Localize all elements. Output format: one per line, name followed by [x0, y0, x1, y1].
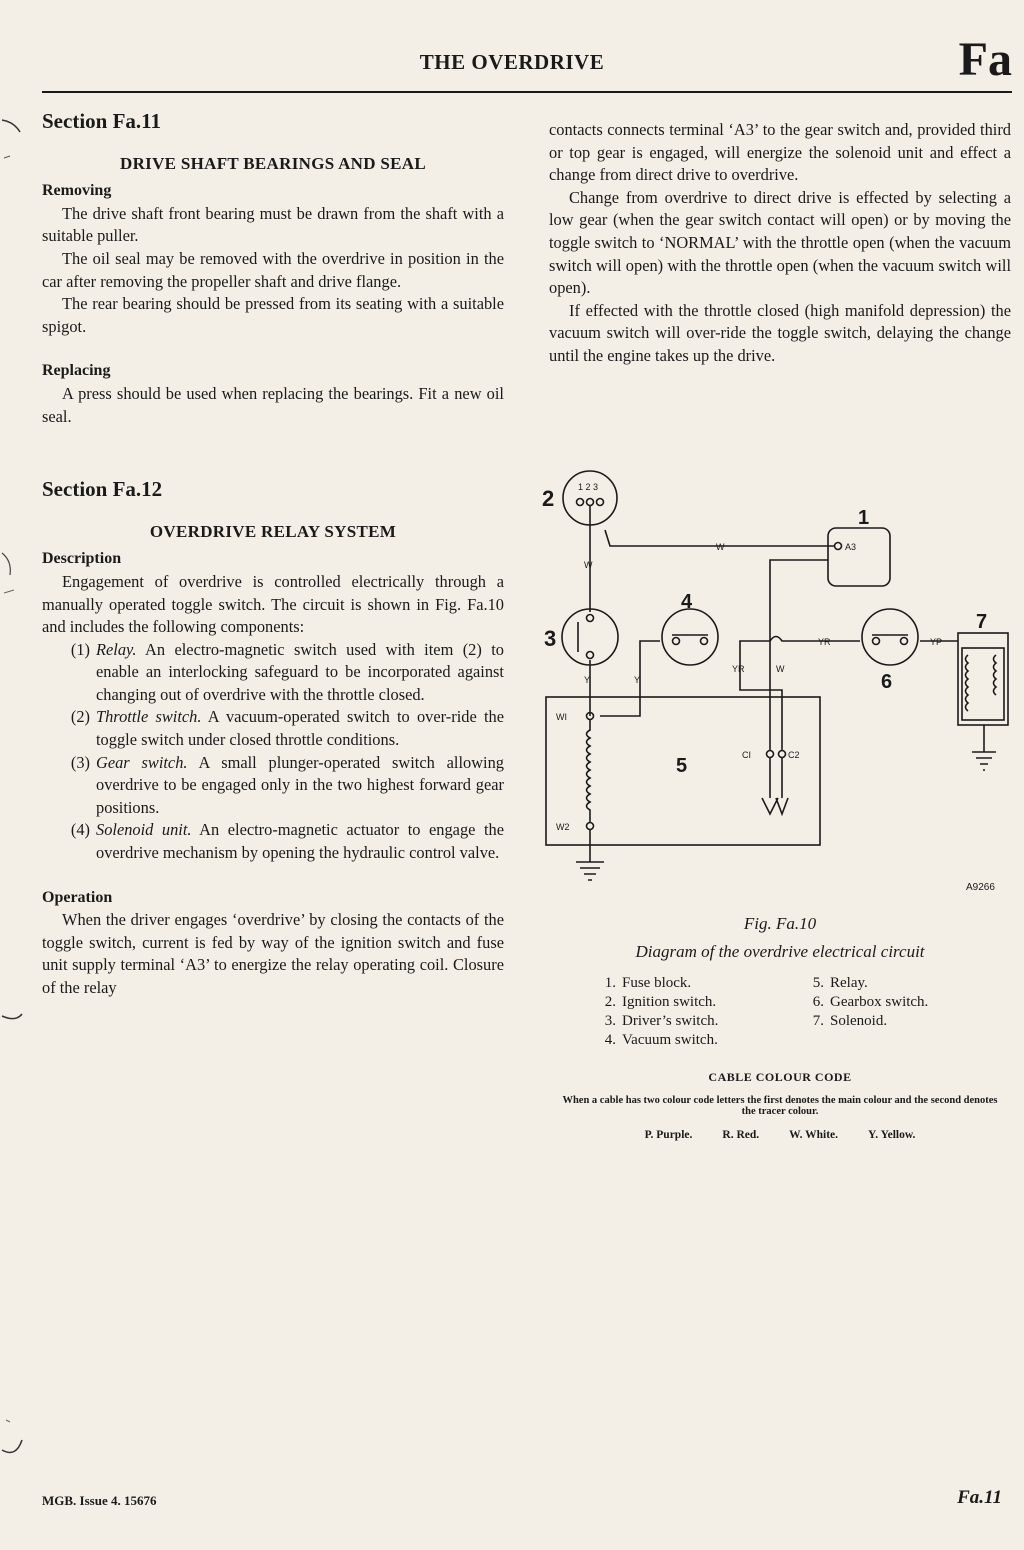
- list-item-number: (1): [70, 639, 90, 659]
- colour-code-item: P. Purple.: [644, 1129, 693, 1141]
- legend-right: [802, 974, 928, 1031]
- page-header-title: THE OVERDRIVE: [419, 50, 605, 74]
- label-y-right: Y: [634, 675, 641, 685]
- solenoid-coil-right: [994, 655, 997, 695]
- footer-page-number: Fa.11: [957, 1487, 1002, 1508]
- list-item-text: An electro-magnetic switch used with item (2) to enable an interlocking safeguard to be incorporated against changing out of overdrive with the throttle closed.: [96, 639, 504, 704]
- change-paragraph: Change from overdrive to direct drive is effected by selecting a low gear (when the gear switch contact will open) or by moving the toggle switch to ‘NORMAL’ with the throttle open (when the vacuum switch will open) with the throttle open (when the vacuum switch will open).: [549, 187, 1011, 298]
- removing-paragraph-1: The drive shaft front bearing must be drawn from the shaft with a suitable puller.: [42, 203, 504, 246]
- relay-terminal-w2: [587, 823, 594, 830]
- legend-text: Relay.: [830, 975, 868, 991]
- throttle-closed-paragraph: If effected with the throttle closed (high manifold depression) the vacuum switch will over-ride the toggle switch, delaying the change until the engine takes up the drive.: [549, 300, 1011, 365]
- list-item-text: A vacuum-operated switch to over-ride the toggle switch under closed throttle conditions.: [96, 707, 504, 750]
- legend-item: [594, 974, 718, 993]
- fuse-block-symbol: [828, 528, 890, 586]
- relay-contact-c1: [767, 751, 774, 758]
- list-item-body: [96, 819, 504, 864]
- binder-hole-mark-top: [0, 110, 30, 170]
- section-fa11-title: Section Fa.11: [42, 109, 161, 133]
- label-4: 4: [681, 591, 693, 613]
- label-2: 2: [542, 486, 555, 511]
- list-item-body: [96, 752, 504, 820]
- colour-code-item: W. White.: [789, 1129, 839, 1141]
- relay-contact-c2: [779, 751, 786, 758]
- removing-paragraph-3: The rear bearing should be pressed from its seating with a suitable spigot.: [42, 294, 504, 336]
- relay-contact-points: [762, 798, 788, 814]
- legend-text: Solenoid.: [830, 1013, 888, 1029]
- relay-contact-arms: [770, 758, 782, 798]
- gearbox-switch-terminal-left: [873, 638, 880, 645]
- operation-paragraph: When the driver engages ‘overdrive’ by closing the contacts of the toggle switch, current is fed by way of the ignition switch and fuse unit supply terminal ‘A3’ to energize the relay operating coil. Closure of the relay: [42, 910, 504, 997]
- removing-paragraph-2: The oil seal may be removed with the overdrive in position in the car after removing the propeller shaft and drive flange.: [42, 248, 504, 291]
- spacer: [42, 428, 504, 478]
- label-6: 6: [881, 671, 893, 693]
- legend-number: 6.: [812, 994, 824, 1010]
- legend-number: 5.: [812, 975, 824, 991]
- colour-code-item: Y. Yellow.: [868, 1129, 916, 1141]
- binder-hole-mark-mid: [0, 545, 30, 605]
- legend-text: Fuse block.: [622, 975, 692, 991]
- right-column: [549, 119, 1011, 368]
- legend-item: [802, 974, 928, 993]
- ignition-terminal-1: [577, 499, 584, 506]
- solenoid-symbol: [958, 633, 1008, 725]
- colour-code-list: [549, 1129, 1011, 1141]
- relay-system-heading: OVERDRIVE RELAY SYSTEM: [149, 521, 397, 541]
- removing-heading: Removing: [42, 182, 112, 200]
- label-7: 7: [976, 611, 988, 633]
- label-yr-horizontal: YR: [818, 637, 831, 647]
- figure-caption: Diagram of the overdrive electrical circuit: [635, 942, 925, 961]
- replacing-heading: Replacing: [42, 362, 111, 380]
- colour-code-item: R. Red.: [722, 1129, 760, 1141]
- list-item-number: (3): [70, 752, 90, 772]
- label-5: 5: [676, 755, 688, 777]
- list-item-text: A small plunger-operated switch allowing overdrive to be engaged only in the two highest forward gear positions.: [96, 752, 504, 817]
- label-w2: W2: [556, 822, 570, 832]
- gearbox-switch-terminal-right: [901, 638, 908, 645]
- list-item: [42, 752, 504, 820]
- legend-number: 7.: [812, 1013, 824, 1029]
- legend-number: 4.: [604, 1032, 616, 1048]
- label-1: 1: [858, 507, 870, 529]
- ignition-terminal-2: [587, 499, 594, 506]
- fuse-terminal-a3: [835, 543, 842, 550]
- legend-text: Gearbox switch.: [830, 994, 929, 1010]
- label-3: 3: [544, 626, 557, 651]
- binder-hole-mark-lower: [0, 1000, 30, 1040]
- header-rule: [42, 91, 1012, 93]
- legend-item: [802, 1012, 928, 1031]
- replacing-paragraph: A press should be used when replacing the bearings. Fit a new oil seal.: [42, 383, 504, 426]
- label-w-relay: W: [776, 664, 785, 674]
- list-item-number: (2): [70, 707, 90, 727]
- legend-text: Ignition switch.: [622, 994, 717, 1010]
- label-c2: C2: [788, 750, 800, 760]
- label-y-left: Y: [584, 675, 591, 685]
- relay-earth-symbol: [576, 862, 604, 880]
- list-item: [42, 639, 504, 707]
- ignition-terminals-label: 1 2 3: [578, 482, 599, 492]
- chapter-code: Fa: [958, 33, 1012, 86]
- legend-item: [594, 993, 718, 1012]
- diagram-reference-code: A9266: [966, 882, 995, 893]
- operation-continued-paragraph: contacts connects terminal ‘A3’ to the gear switch and, provided third or top gear is engaged, will energize the solenoid unit and effect a change from direct drive to overdrive.: [549, 120, 1011, 185]
- list-item-body: [96, 706, 504, 751]
- label-w1: WI: [556, 712, 567, 722]
- label-yr-vertical: YR: [732, 664, 745, 674]
- wire-vacuum-switch-to-relay: [600, 641, 660, 716]
- legend-item: [594, 1031, 718, 1050]
- drivers-switch-terminal-top: [587, 615, 594, 622]
- solenoid-earth-symbol: [972, 752, 996, 770]
- legend-number: 1.: [604, 975, 616, 991]
- list-item-body: [96, 639, 504, 707]
- cable-colour-code-note: When a cable has two colour code letters the first denotes the main colour and the second denotes the tracer colour.: [562, 1095, 998, 1117]
- label-w-top: W: [716, 542, 725, 552]
- label-a3: A3: [845, 542, 857, 552]
- vacuum-switch-terminal-left: [673, 638, 680, 645]
- vacuum-switch-symbol: [662, 609, 718, 665]
- operation-heading: Operation: [42, 888, 113, 906]
- list-item-number: (4): [70, 820, 90, 840]
- list-item: [42, 819, 504, 864]
- legend-item: [594, 1012, 718, 1031]
- spacer: [42, 865, 504, 887]
- legend-text: Driver’s switch.: [622, 1013, 719, 1029]
- wire-relay-c2-to-gearbox-switch: [740, 637, 860, 751]
- drive-shaft-heading: DRIVE SHAFT BEARINGS AND SEAL: [120, 153, 426, 173]
- binder-hole-mark-bottom: [0, 1410, 30, 1470]
- list-item: [42, 706, 504, 751]
- left-column: [42, 110, 504, 1000]
- relay-coil: [587, 720, 591, 822]
- list-item-term: Gear switch.: [96, 752, 188, 772]
- label-yp: YP: [930, 637, 943, 647]
- list-item-text: An electro-magnetic actuator to engage the overdrive mechanism by opening the hydraulic control valve.: [96, 820, 505, 863]
- vacuum-switch-terminal-right: [701, 638, 708, 645]
- description-paragraph: Engagement of overdrive is controlled electrically through a manually operated toggle switch. The circuit is shown in Fig. Fa.10 and includes the following components:: [42, 571, 504, 637]
- solenoid-coil-left: [966, 655, 969, 711]
- description-heading: Description: [42, 550, 122, 568]
- solenoid-inner: [962, 648, 1004, 720]
- legend-number: 2.: [604, 994, 616, 1010]
- list-item-term: Relay.: [96, 639, 137, 659]
- footer-issue-info: MGB. Issue 4. 15676: [42, 1493, 157, 1508]
- components-list: [42, 639, 504, 865]
- list-item-term: Throttle switch.: [96, 707, 202, 727]
- label-c1: CI: [742, 750, 751, 760]
- ignition-terminal-3: [597, 499, 604, 506]
- legend-number: 3.: [604, 1013, 616, 1029]
- list-item-term: Solenoid unit.: [96, 820, 192, 840]
- legend-left: [594, 974, 718, 1050]
- cable-colour-code-title: CABLE COLOUR CODE: [708, 1070, 852, 1084]
- figure-label: Fig. Fa.10: [743, 914, 817, 933]
- spacer: [42, 338, 504, 360]
- section-fa12-title: Section Fa.12: [42, 477, 163, 502]
- drivers-switch-terminal-bottom: [587, 652, 594, 659]
- overdrive-circuit-diagram: [535, 470, 1015, 900]
- legend-item: [802, 993, 928, 1012]
- legend-text: Vacuum switch.: [622, 1032, 718, 1048]
- label-w-vertical: W: [584, 560, 593, 570]
- drivers-switch-symbol: [562, 609, 618, 665]
- gearbox-switch-symbol: [862, 609, 918, 665]
